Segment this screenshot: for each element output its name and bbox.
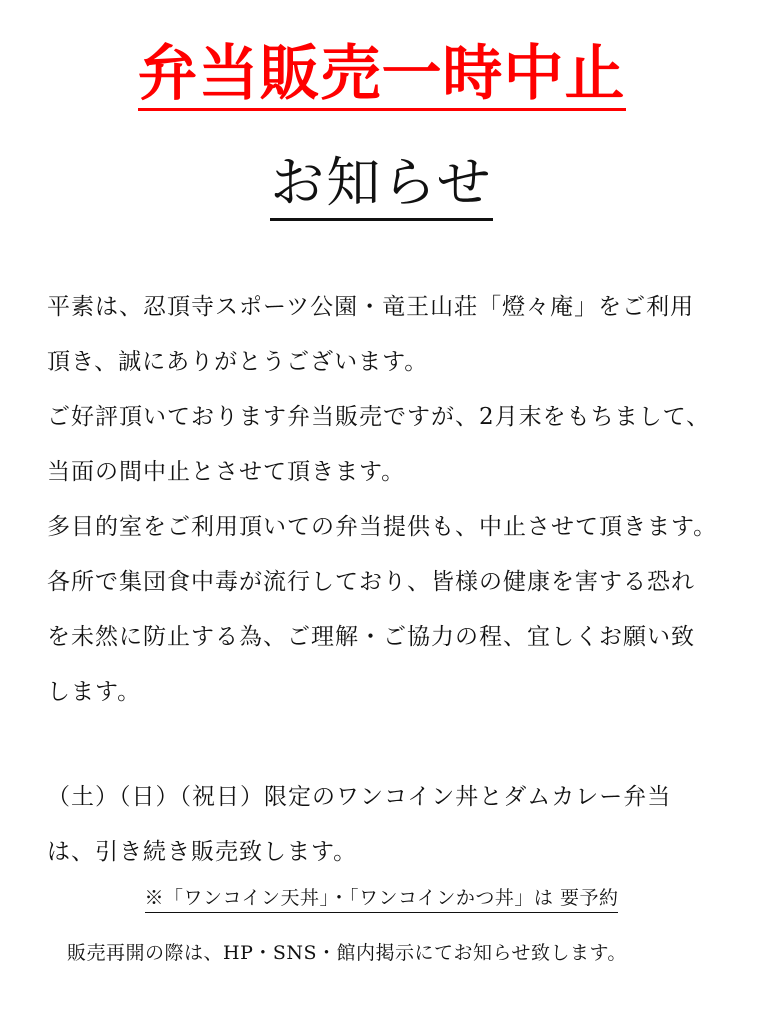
resume-note: 販売再開の際は、HP・SNS・館内掲示にてお知らせ致します。	[67, 942, 627, 964]
weekend-line: は、引き続き販売致します。	[47, 839, 358, 865]
body-line: 当面の間中止とさせて頂きます。	[47, 459, 406, 485]
reservation-note	[0, 886, 763, 913]
body-line: 各所で集団食中毒が流行しており、皆様の健康を害する恐れ	[47, 569, 695, 595]
body-line: 頂き、誠にありがとうございます。	[47, 349, 429, 375]
reservation-note-text: ※「ワンコイン天丼」・「ワンコインかつ丼」は 要予約	[145, 886, 619, 913]
body-line: 平素は、忍頂寺スポーツ公園・竜王山荘「燈々庵」をご利用	[47, 294, 695, 320]
body-line: 多目的室をご利用頂いての弁当提供も、中止させて頂きます。	[47, 514, 718, 540]
headline	[0, 39, 763, 111]
subtitle-text: お知らせ	[270, 156, 492, 221]
body-line: ご好評頂いております弁当販売ですが、2月末をもちまして、	[47, 404, 711, 430]
notice-body	[47, 280, 737, 720]
body-line: を未然に防止する為、ご理解・ご協力の程、宜しくお願い致	[47, 624, 695, 650]
subtitle	[0, 151, 763, 221]
body-line: します。	[47, 679, 142, 705]
headline-text: 弁当販売一時中止	[137, 39, 626, 109]
weekend-notice	[47, 770, 737, 880]
weekend-line: （土）（日）（祝日）限定のワンコイン丼とダムカレー弁当	[47, 784, 672, 810]
